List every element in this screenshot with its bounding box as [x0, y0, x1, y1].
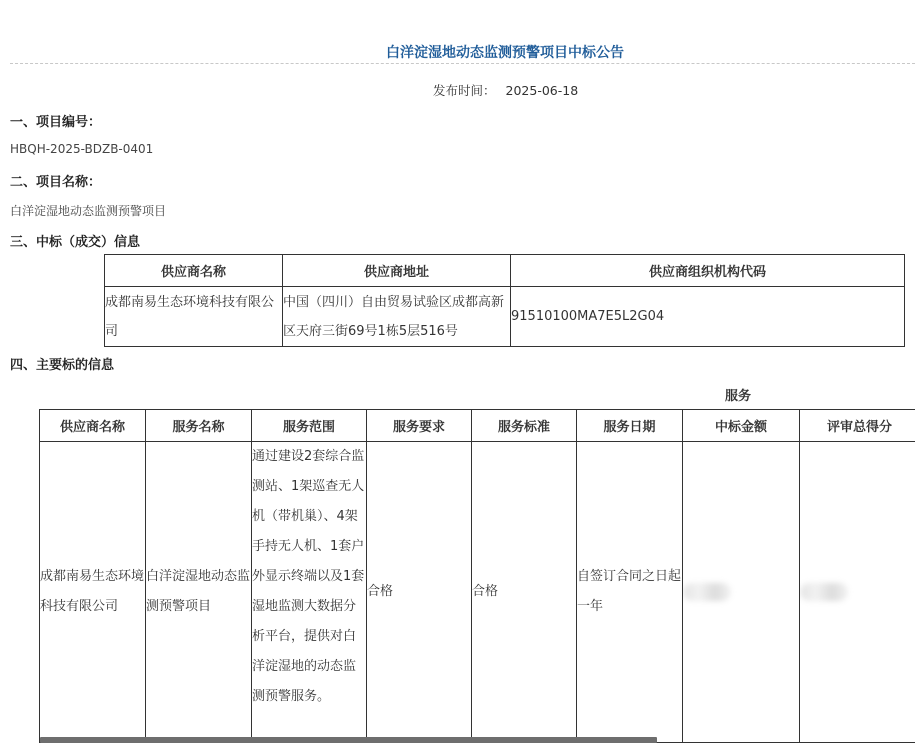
col-service-requirement: 服务要求: [367, 410, 472, 442]
title-divider: [10, 63, 915, 64]
section-winner-heading: 三、中标（成交）信息: [10, 235, 141, 250]
col-supplier-name: 供应商名称: [40, 410, 146, 442]
section-project-number-heading: 一、项目编号：: [10, 115, 102, 130]
col-service-name: 服务名称: [146, 410, 252, 442]
publish-date: 2025-06-18: [505, 83, 579, 98]
col-supplier-name: 供应商名称: [105, 255, 283, 287]
service-supplier-cell: 成都南易生态环境科技有限公司: [40, 442, 146, 743]
service-requirement-cell: 合格: [367, 442, 472, 743]
horizontal-scrollbar[interactable]: [40, 737, 657, 743]
publish-label: 发布时间：: [433, 83, 496, 98]
services-table-header: [40, 410, 915, 442]
service-date-cell: 自签订合同之日起一年: [577, 442, 683, 743]
col-service-date: 服务日期: [577, 410, 683, 442]
winner-table: [104, 254, 905, 347]
redacted-amount: [683, 583, 731, 601]
total-score-cell: [800, 442, 915, 743]
col-supplier-address: 供应商地址: [283, 255, 511, 287]
service-name-cell: 白洋淀湿地动态监测预警项目: [146, 442, 252, 743]
col-supplier-code: 供应商组织机构代码: [511, 255, 905, 287]
col-total-score: 评审总得分: [800, 410, 915, 442]
service-standard-cell: 合格: [472, 442, 577, 743]
service-scope-cell: 通过建设2套综合监测站、1架巡查无人机（带机巢）、4架手持无人机、1套户外显示终端以及1套湿地监测大数据分析平台，提供对白洋淀湿地的动态监测预警服务。: [252, 442, 367, 743]
table-row: [40, 442, 915, 743]
service-group-label: 服务: [725, 389, 752, 404]
project-name-value: 白洋淀湿地动态监测预警项目: [10, 204, 167, 218]
supplier-address-cell: 中国（四川）自由贸易试验区成都高新区天府三街69号1栋5层516号: [283, 287, 511, 347]
winner-table-header: [105, 255, 905, 287]
table-row: [105, 287, 905, 347]
services-table: [39, 409, 915, 743]
section-project-name-heading: 二、项目名称：: [10, 175, 102, 190]
page-title: 白洋淀湿地动态监测预警项目中标公告: [386, 45, 624, 61]
award-amount-cell: [683, 442, 800, 743]
col-service-scope: 服务范围: [252, 410, 367, 442]
supplier-code-cell: 91510100MA7E5L2G04: [511, 287, 905, 347]
section-main-items-heading: 四、主要标的信息: [10, 358, 115, 373]
project-number-value: HBQH-2025-BDZB-0401: [10, 142, 154, 156]
publish-time: [433, 81, 578, 99]
supplier-name-cell: 成都南易生态环境科技有限公司: [105, 287, 283, 347]
redacted-score: [800, 583, 848, 601]
col-award-amount: 中标金额: [683, 410, 800, 442]
col-service-standard: 服务标准: [472, 410, 577, 442]
